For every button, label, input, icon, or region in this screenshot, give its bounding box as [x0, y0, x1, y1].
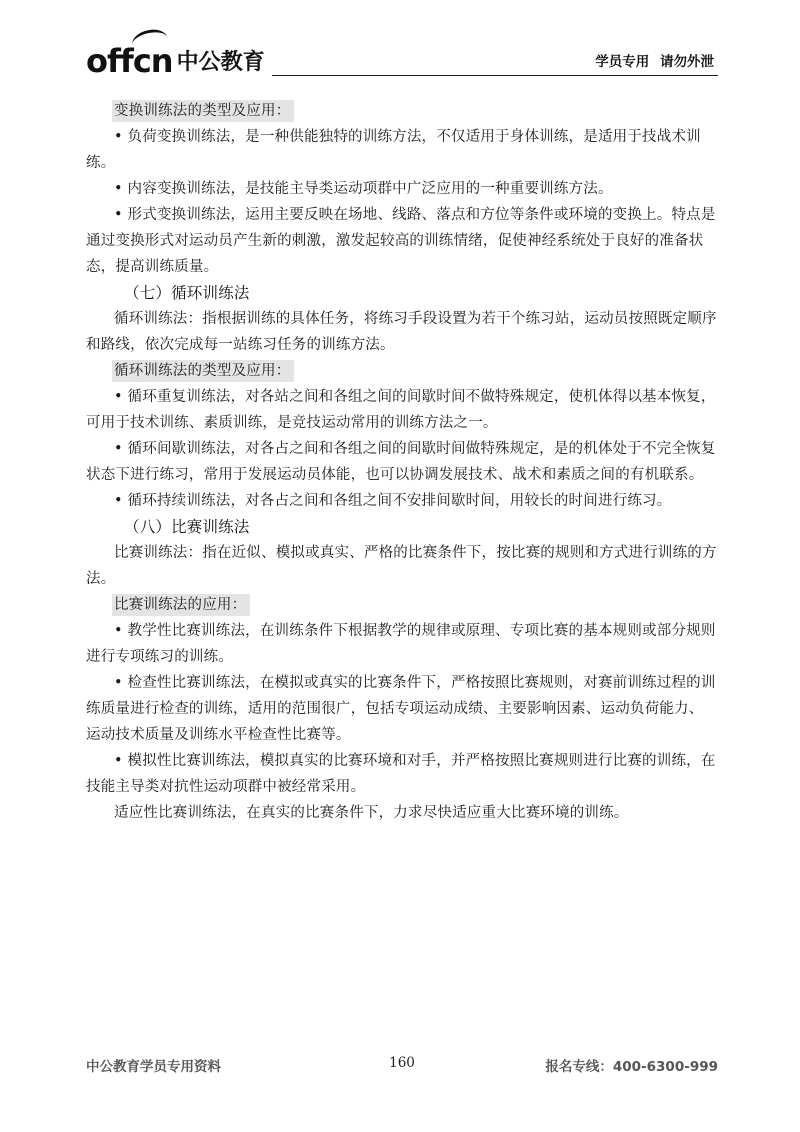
paragraph: • 循环持续训练法，对各占之间和各组之间不安排间歇时间，用较长的时间进行练习。: [114, 493, 672, 509]
paragraph: • 模拟性比赛训练法，模拟真实的比赛环境和对手，并严格按照比赛规则进行比赛的训练，在技能主导类对抗性运动项群中被经常采用。: [86, 753, 716, 795]
section-heading: （七）循环训练法: [124, 284, 250, 302]
subtitle-row: [86, 592, 718, 618]
logo-chinese-name: 中公教育: [176, 50, 265, 75]
subtitle-row: [86, 358, 718, 384]
subtitle-row: [86, 98, 718, 124]
paragraph: • 形式变换训练法，运用主要反映在场地、线路、落点和方位等条件或环境的变换上。特点是通过变换形式对运动员产生新的刺激，激发起较高的训练情绪，促使神经系统处于良好的准备状态，提高训练质量。: [86, 207, 716, 275]
logo-wordmark: offcn: [86, 42, 173, 80]
page-content: [86, 98, 718, 826]
section-heading: （八）比赛训练法: [124, 518, 250, 536]
paragraph: 循环训练法：指根据训练的具体任务，将练习手段设置为若干个练习站，运动员按照既定顺序和路线，依次完成每一站练习任务的训练方法。: [86, 311, 717, 353]
paragraph: • 循环间歇训练法，对各占之间和各组之间的间歇时间做特殊规定，是的机体处于不完全恢复状态下进行练习，常用于发展运动员体能，也可以协调发展技术、战术和素质之间的有机联系。: [86, 441, 716, 483]
page-number: 160: [389, 1055, 415, 1071]
footer-source: 中公教育学员专用资料: [86, 1059, 221, 1075]
header-notice: 学员专用 请勿外泄: [595, 54, 714, 70]
paragraph: • 检查性比赛训练法，在模拟或真实的比赛条件下，严格按照比赛规则，对赛前训练过程的训练质量进行检查的训练，适用的范围很广，包括专项运动成绩、主要影响因素、运动负荷能力、运动技术质量及训练水平检查性比赛等。: [86, 675, 716, 743]
paragraph: • 循环重复训练法，对各站之间和各组之间的间歇时间不做特殊规定，使机体得以基本恢复，可用于技术训练、素质训练，是竞技运动常用的训练方法之一。: [86, 389, 716, 431]
page-header: [86, 36, 718, 78]
section-subtitle: 变换训练法的类型及应用：: [112, 100, 294, 122]
offcn-logo: [86, 36, 265, 78]
paragraph: 比赛训练法：指在近似、模拟或真实、严格的比赛条件下，按比赛的规则和方式进行训练的方法。: [86, 545, 717, 587]
paragraph: • 教学性比赛训练法，在训练条件下根据教学的规律或原理、专项比赛的基本规则或部分规则进行专项练习的训练。: [86, 623, 716, 665]
footer-hotline: 报名专线：400-6300-999: [545, 1059, 718, 1075]
paragraph: • 内容变换训练法，是技能主导类运动项群中广泛应用的一种重要训练方法。: [114, 181, 613, 197]
section-subtitle: 循环训练法的类型及应用：: [112, 360, 294, 382]
paragraph: • 负荷变换训练法，是一种供能独特的训练方法，不仅适用于身体训练，是适用于技战术训练。: [86, 129, 701, 171]
paragraph: 适应性比赛训练法，在真实的比赛条件下，力求尽快适应重大比赛环境的训练。: [114, 805, 629, 821]
page-footer: [86, 1055, 718, 1077]
section-subtitle: 比赛训练法的应用：: [112, 594, 250, 616]
header-rule: [272, 75, 718, 76]
